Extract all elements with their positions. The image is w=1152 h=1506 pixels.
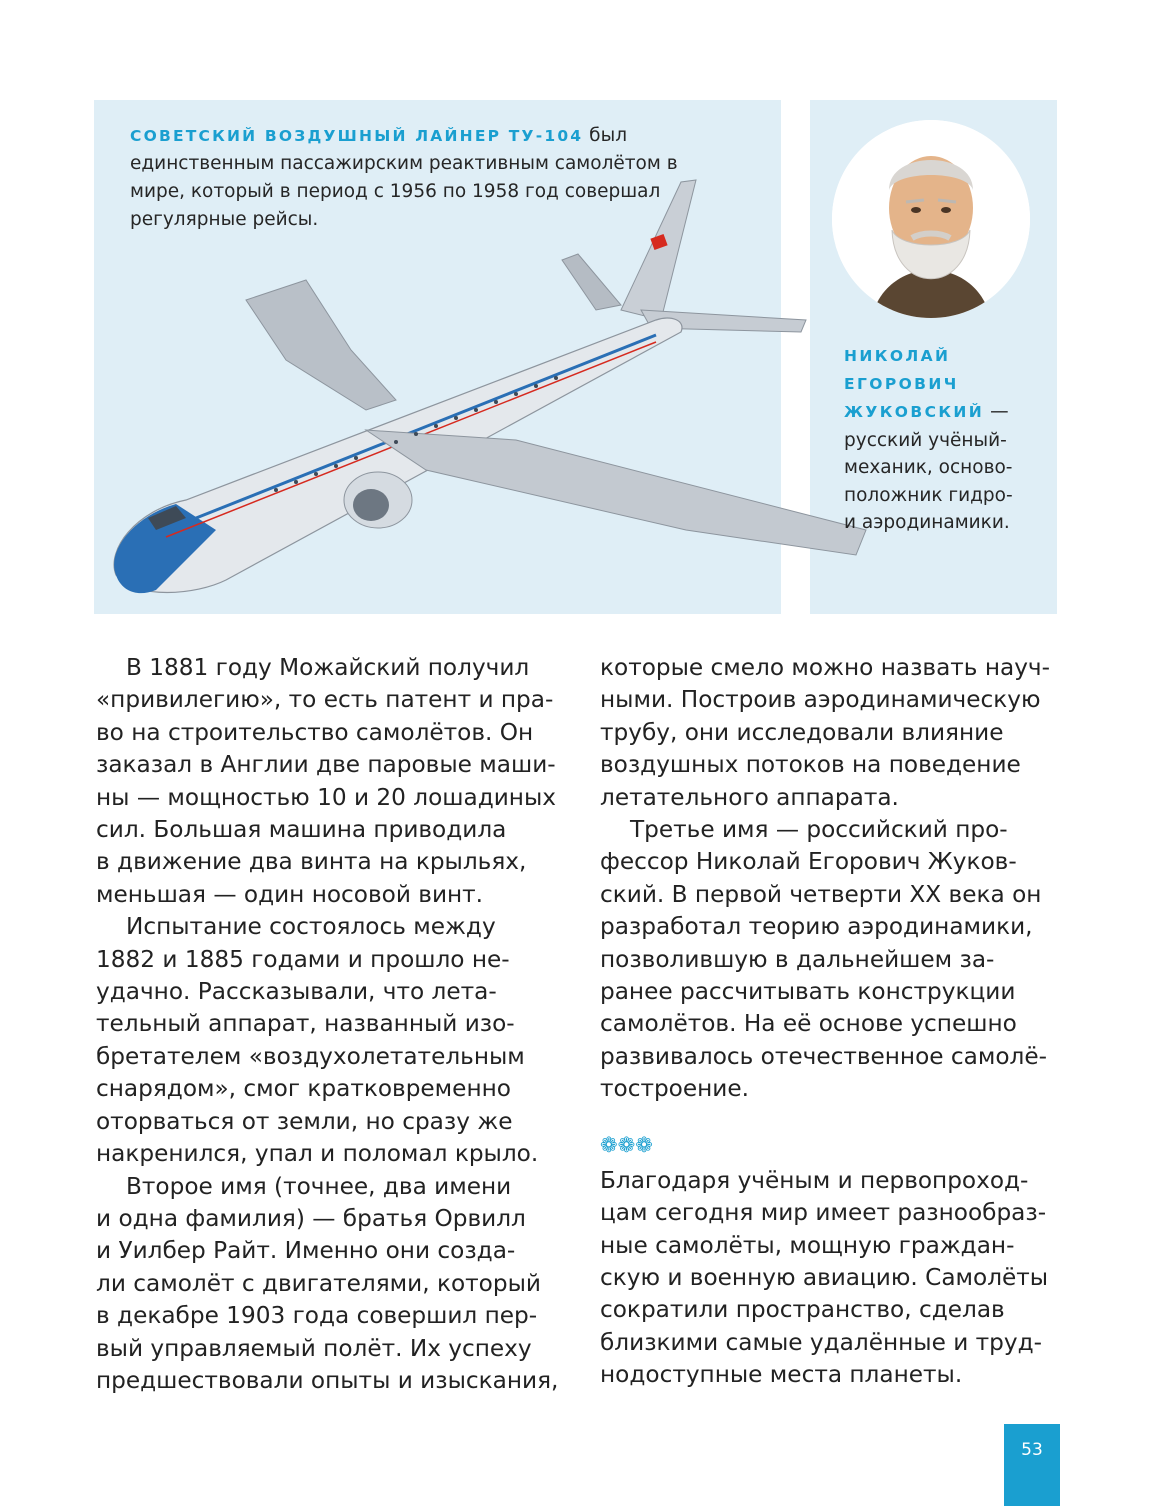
- text-line: во на строительство самолётов. Он: [96, 718, 534, 746]
- portrait-caption-dash: —: [984, 401, 1009, 422]
- text-line: Третье имя — российский про-: [630, 816, 1008, 844]
- right-text-column: [600, 652, 1070, 1392]
- portrait-caption-line: положник гидро-: [844, 484, 1013, 506]
- text-line: ны — мощностью 10 и 20 лошадиных: [96, 783, 556, 811]
- text-line: ский. В первой четверти XX века он: [600, 880, 1042, 908]
- portrait-caption-line: и аэродинамики.: [844, 512, 1010, 533]
- portrait-caption-name-line: ЕГОРОВИЧ: [844, 374, 959, 393]
- text-line: фессор Николай Егорович Жуков-: [600, 848, 1017, 876]
- text-line: вый управляемый полёт. Их успеху: [96, 1334, 532, 1362]
- portrait-caption-line: русский учёный-: [844, 429, 1007, 451]
- text-line: и Уилбер Райт. Именно они созда-: [96, 1237, 516, 1265]
- portrait-caption: [844, 343, 1044, 537]
- text-line: Испытание состоялось между: [126, 913, 496, 941]
- text-line: в движение два винта на крыльях,: [96, 848, 527, 876]
- portrait-illustration: [832, 120, 1030, 318]
- portrait-caption-name-line: ЖУКОВСКИЙ: [844, 403, 985, 421]
- text-line: тельный аппарат, названный изо-: [96, 1010, 515, 1038]
- text-line: тостроение.: [600, 1075, 749, 1103]
- text-line: сократили пространство, сделав: [600, 1296, 1005, 1324]
- tu-104-airplane-illustration: [96, 170, 886, 610]
- section-divider-ornament: ❁❁❁: [600, 1132, 653, 1157]
- text-line: скую и военную авиацию. Самолёты: [600, 1263, 1049, 1291]
- portrait-caption-name-line: НИКОЛАЙ: [844, 347, 951, 365]
- text-line: трубу, они исследовали влияние: [600, 718, 1004, 746]
- paragraph-mozhaisky: [96, 652, 566, 911]
- left-text-column: [96, 652, 566, 1397]
- paragraph-wright-brothers: [96, 1171, 566, 1398]
- text-line: Второе имя (точнее, два имени: [126, 1172, 512, 1200]
- page-number: 53: [1021, 1440, 1043, 1460]
- text-line: ными. Построив аэродинамическую: [600, 686, 1041, 714]
- text-line: накренился, упал и поломал крыло.: [96, 1140, 539, 1168]
- paragraph-zhukovsky: [600, 814, 1070, 1106]
- text-line: цам сегодня мир имеет разнообраз-: [600, 1199, 1047, 1227]
- text-line: ли самолёт с двигателями, который: [96, 1269, 541, 1297]
- text-line: меньшая — один носовой винт.: [96, 880, 484, 908]
- text-line: оторваться от земли, но сразу же: [96, 1107, 513, 1135]
- paragraph-closing: [600, 1165, 1070, 1392]
- text-line: Благодаря учёным и первопроход-: [600, 1166, 1029, 1194]
- plane-caption-text: был единственным пассажирским реактивным самолётом в мире, который в период с 1956 по 1958 год совершал регулярные рейсы.: [130, 125, 678, 230]
- text-line: разработал теорию аэродинамики,: [600, 913, 1033, 941]
- text-line: бретателем «воздухолетательным: [96, 1042, 525, 1070]
- text-line: и одна фамилия) — братья Орвилл: [96, 1204, 526, 1232]
- text-line: позволившую в дальнейшем за-: [600, 945, 995, 973]
- text-line: развивалось отечественное самолё-: [600, 1042, 1048, 1070]
- text-line: предшествовали опыты и изыскания,: [96, 1366, 559, 1394]
- text-line: заказал в Англии две паровые маши-: [96, 751, 556, 779]
- text-line: ные самолёты, мощную граждан-: [600, 1231, 1015, 1259]
- text-line: летательного аппарата.: [600, 783, 899, 811]
- text-line: «привилегию», то есть патент и пра-: [96, 686, 554, 714]
- text-line: самолётов. На её основе успешно: [600, 1010, 1017, 1038]
- text-line: В 1881 году Можайский получил: [126, 654, 530, 681]
- text-line: удачно. Рассказывали, что лета-: [96, 978, 497, 1006]
- paragraph-test-flight: [96, 911, 566, 1170]
- portrait-caption-line: механик, осново-: [844, 457, 1013, 478]
- plane-caption-highlight: СОВЕТСКИЙ ВОЗДУШНЫЙ ЛАЙНЕР ТУ-104: [130, 127, 584, 145]
- text-line: сил. Большая машина приводила: [96, 816, 507, 844]
- page-number-tab: [1004, 1424, 1060, 1506]
- text-line: в декабре 1903 года совершил пер-: [96, 1302, 538, 1330]
- text-line: нодоступные места планеты.: [600, 1361, 963, 1389]
- text-line: воздушных потоков на поведение: [600, 751, 1021, 779]
- text-line: 1882 и 1885 годами и прошло не-: [96, 945, 510, 973]
- text-line: снарядом», смог кратковременно: [96, 1075, 511, 1103]
- text-line: ранее рассчитывать конструкции: [600, 978, 1016, 1006]
- text-line: близкими самые удалённые и труд-: [600, 1328, 1043, 1356]
- paragraph-wright-continued: [600, 652, 1070, 814]
- zhukovsky-portrait: [832, 120, 1030, 318]
- text-line: которые смело можно назвать науч-: [600, 654, 1050, 681]
